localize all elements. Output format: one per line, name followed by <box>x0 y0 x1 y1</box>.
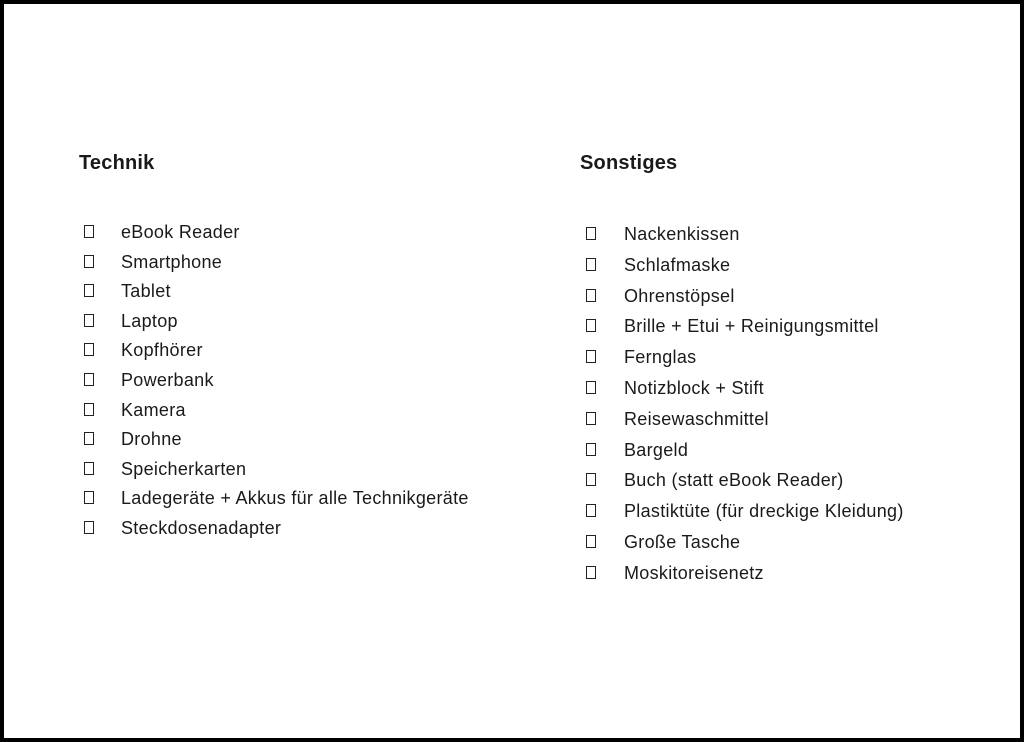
sonstiges-item-label: Reisewaschmittel <box>624 408 769 429</box>
checkbox-icon[interactable] <box>84 373 94 386</box>
technik-item-label: Tablet <box>121 281 171 302</box>
checkbox-icon[interactable] <box>84 225 94 238</box>
technik-item-label: Steckdosenadapter <box>121 517 282 538</box>
checkbox-icon[interactable] <box>586 289 596 302</box>
checkbox-icon[interactable] <box>84 343 94 356</box>
sonstiges-item-label: Buch (statt eBook Reader) <box>624 470 844 491</box>
sonstiges-item-label: Brille + Etui + Reinigungsmittel <box>624 316 879 337</box>
sonstiges-item-label: Plastiktüte (für dreckige Kleidung) <box>624 501 904 522</box>
checkbox-icon[interactable] <box>586 350 596 363</box>
checkbox-icon[interactable] <box>84 314 94 327</box>
checkbox-icon[interactable] <box>586 258 596 271</box>
checkbox-icon[interactable] <box>586 566 596 579</box>
sonstiges-item-label: Große Tasche <box>624 531 741 552</box>
checkbox-icon[interactable] <box>84 432 94 445</box>
technik-item-label: Kopfhörer <box>121 340 203 361</box>
checkbox-icon[interactable] <box>586 504 596 517</box>
technik-item-label: Kamera <box>121 399 186 420</box>
sonstiges-item-label: Bargeld <box>624 439 689 460</box>
checkbox-icon[interactable] <box>586 412 596 425</box>
technik-heading: Technik <box>79 152 155 174</box>
checkbox-icon[interactable] <box>586 443 596 456</box>
checkbox-icon[interactable] <box>84 491 94 504</box>
checkbox-icon[interactable] <box>84 521 94 534</box>
technik-item-label: Ladegeräte + Akkus für alle Technikgeräte <box>121 488 469 509</box>
technik-item-label: Drohne <box>121 429 182 450</box>
sonstiges-item-label: Ohrenstöpsel <box>624 285 735 306</box>
technik-item-label: Smartphone <box>121 251 223 272</box>
checkbox-icon[interactable] <box>84 403 94 416</box>
sonstiges-heading: Sonstiges <box>580 152 678 174</box>
sonstiges-item-label: Moskitoreisenetz <box>624 562 764 583</box>
technik-item-label: Speicherkarten <box>121 458 247 479</box>
checkbox-icon[interactable] <box>586 227 596 240</box>
technik-item-label: Laptop <box>121 310 178 331</box>
checkbox-icon[interactable] <box>586 473 596 486</box>
checkbox-icon[interactable] <box>84 255 94 268</box>
sonstiges-item-label: Schlafmaske <box>624 254 731 275</box>
technik-item-label: Powerbank <box>121 369 214 390</box>
checkbox-icon[interactable] <box>586 381 596 394</box>
checkbox-icon[interactable] <box>586 535 596 548</box>
checkbox-icon[interactable] <box>84 462 94 475</box>
sonstiges-item-label: Notizblock + Stift <box>624 377 764 398</box>
technik-item-label: eBook Reader <box>121 222 240 242</box>
sonstiges-item-label: Nackenkissen <box>624 224 740 244</box>
sonstiges-item-label: Fernglas <box>624 347 697 368</box>
checkbox-icon[interactable] <box>586 319 596 332</box>
checkbox-icon[interactable] <box>84 284 94 297</box>
